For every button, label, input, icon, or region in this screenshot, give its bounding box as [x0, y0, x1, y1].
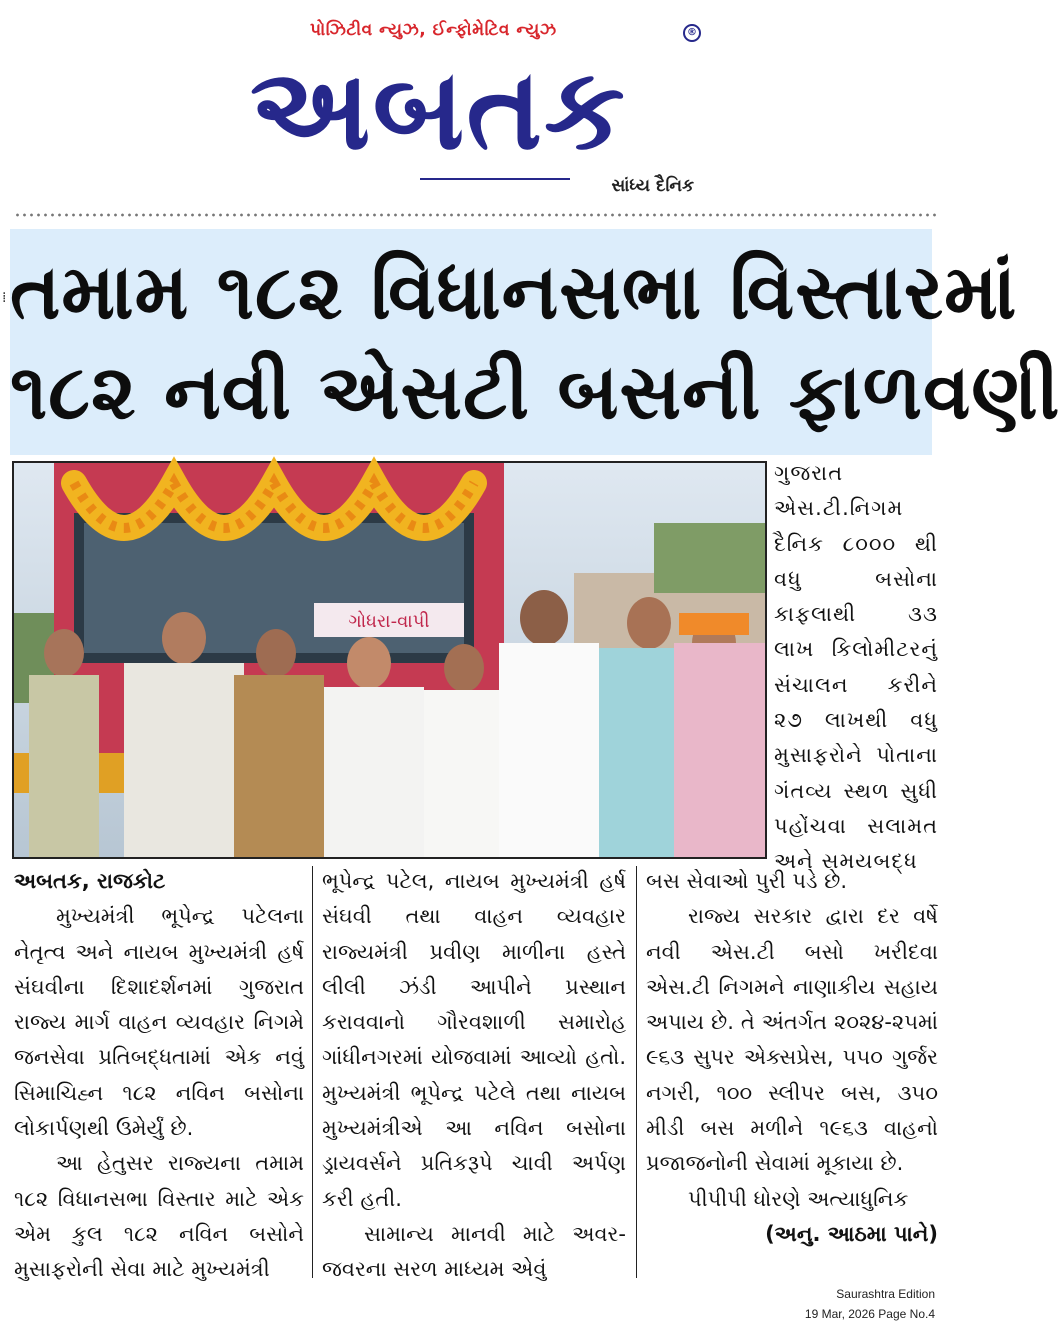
column-divider [312, 866, 313, 1278]
continued-on-page[interactable]: (અનુ. આઠમા પાને) [765, 1221, 938, 1246]
masthead-rule [420, 178, 570, 180]
article-side-column [774, 456, 938, 880]
date-page-number: 19 Mar, 2026 Page No.4 [804, 1307, 935, 1321]
newspaper-logo: અબતક [250, 45, 627, 175]
article-column-1 [14, 864, 304, 1288]
headline-line-2: ૧૮૨ નવી એસટી બસની ફાળવણી [10, 347, 1060, 436]
masthead-tagline: પોઝિટીવ ન્યુઝ, ઈન્ફોમેટિવ ન્યુઝ [310, 20, 557, 40]
headline-box [10, 229, 1060, 455]
article-paragraph: બસ સેવાઓ પુરી પડે છે. [646, 869, 848, 893]
edition-name: Saurashtra Edition [836, 1287, 935, 1301]
article-paragraph: મુખ્યમંત્રી ભૂપેન્દ્ર પટેલના નેતૃત્વ અને નાયબ મુખ્યમંત્રી હર્ષ સંઘવીના દિશાદર્શનમાં ગુજરાત રાજ્ય માર્ગ વાહન વ્યવહાર નિગમે જનસેવા પ્રતિબદ્ધતામાં એક નવું સિમાચિહ્ન ૧૮૨ નવિન બસોના લોકાર્પણથી ઉમેર્યું છે. [14, 904, 304, 1141]
article-dateline: અબતક, રાજકોટ [14, 869, 166, 893]
article-column-2 [322, 864, 626, 1288]
registered-mark-icon: ® [683, 24, 701, 42]
side-column-text: ગુજરાત એસ.ટી.નિગમ દૈનિક ૮૦૦૦ થી વધુ બસોના કાફલાથી ૩૩ લાખ કિલોમીટરનું સંચાલન કરીને ૨૭ લાખથી વધુ મુસાફરોને પોતાના ગંતવ્ય સ્થળ સુધી પહોંચવા સલામત અને સમયબદ્ધ [774, 461, 938, 874]
article-paragraph: આ હેતુસર રાજ્યના તમામ ૧૮૨ વિધાનસભા વિસ્તાર માટે એક એમ કુલ ૧૮૨ નવિન બસોને મુસાફરોની સેવા માટે મુખ્યમંત્રી [14, 1151, 304, 1282]
edition-type-label: સાંધ્ય દૈનિક [611, 176, 694, 196]
news-photo [12, 461, 767, 859]
article-paragraph: સામાન્ય માનવી માટે અવર-જવરના સરળ માધ્યમ એવું [322, 1221, 626, 1282]
bus-inauguration-photo [14, 463, 765, 857]
bus-route-board: ગોધરા-વાપી [348, 611, 430, 632]
column-divider [636, 866, 637, 1278]
margin-mark: ⁞ [2, 290, 7, 306]
article-paragraph: રાજ્ય સરકાર દ્વારા દર વર્ષે નવી એસ.ટી બસો ખરીદવા એસ.ટી નિગમને નાણાકીય સહાય અપાય છે. તે અંતર્ગત ૨૦૨૪-૨૫માં ૯૬૩ સુપર એક્સપ્રેસ, ૫૫૦ ગુર્જર નગરી, ૧૦૦ સ્લીપર બસ, ૩૫૦ મીડી બસ મળીને ૧૯૬૩ વાહનો પ્રજાજનોની સેવામાં મૂકાયા છે. [646, 904, 938, 1176]
article-column-3 [646, 864, 938, 1252]
dotted-separator [14, 213, 939, 217]
headline-line-1: તમામ ૧૮૨ વિધાનસભા વિસ્તારમાં [10, 247, 1018, 336]
article-paragraph: પીપીપી ધોરણે અત્યાધુનિક [688, 1186, 909, 1211]
article-paragraph: ભૂપેન્દ્ર પટેલ, નાયબ મુખ્યમંત્રી હર્ષ સંઘવી તથા વાહન વ્યવહાર રાજ્યમંત્રી પ્રવીણ માળીના હસ્તે લીલી ઝંડી આપીને પ્રસ્થાન કરાવવાનો ગૌરવશાળી સમારોહ ગાંધીનગરમાં યોજવામાં આવ્યો હતો. મુખ્યમંત્રી ભૂપેન્દ્ર પટેલે તથા નાયબ મુખ્યમંત્રીએ આ નવિન બસોના ડ્રાયવર્સને પ્રતિકરૂપે ચાવી અર્પણ કરી હતી. [322, 869, 626, 1211]
